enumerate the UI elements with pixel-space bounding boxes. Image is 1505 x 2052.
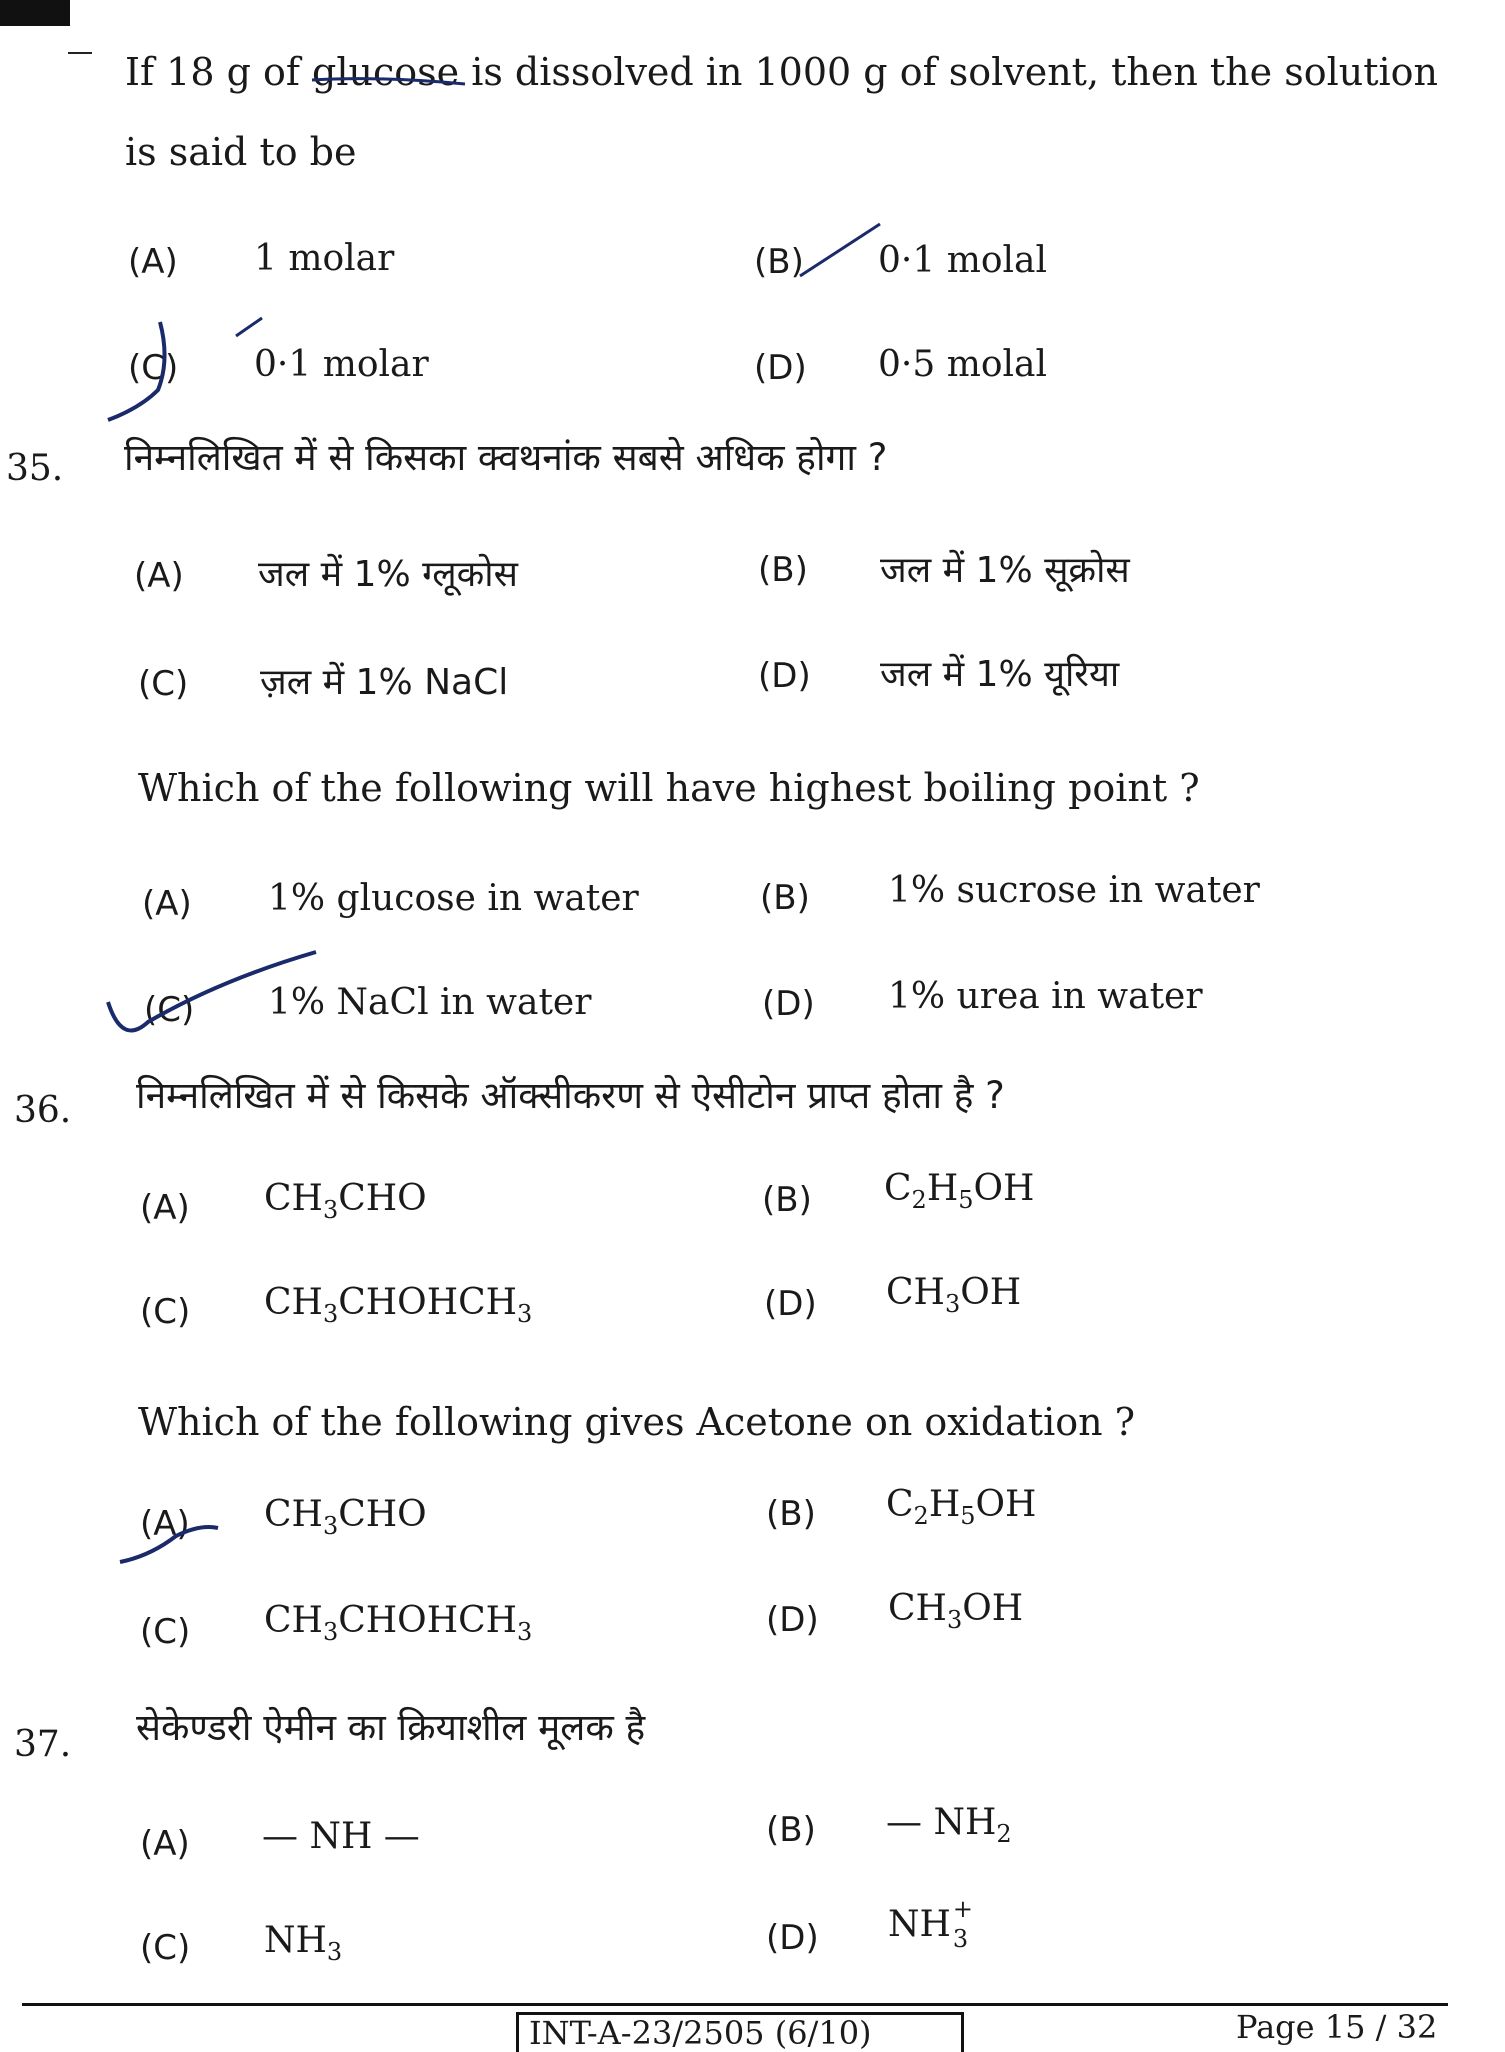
formula-part: CH — [264, 1600, 323, 1641]
page-number: Page 15 / 32 — [1236, 2008, 1438, 2046]
q37-option-c-label: (C) — [140, 1928, 191, 1968]
q34-option-b-label: (B) — [754, 242, 804, 282]
q36-hindi-option-b-text — [884, 1168, 1034, 1214]
formula-superscript: + — [952, 1895, 974, 1923]
q35-option-a-text: 1% glucose in water — [268, 878, 639, 919]
q34-option-c-label: (C) — [128, 348, 179, 388]
q34-option-d-label: (D) — [754, 348, 807, 388]
q35-option-d-label: (D) — [762, 984, 815, 1024]
q37-hindi-text: सेकेण्डरी ऐमीन का क्रियाशील मूलक है — [136, 1706, 646, 1749]
q35-hindi-option-d-text: जल में 1% यूरिया — [880, 654, 1120, 695]
q35-hindi-option-a-label: (A) — [134, 556, 184, 596]
q36-hindi-option-c-text — [264, 1282, 532, 1328]
formula-subscript: 3 — [326, 1938, 343, 1967]
formula-subscript: 3 — [322, 1618, 339, 1647]
q35-option-b-text: 1% sucrose in water — [888, 870, 1260, 911]
q35-option-a-label: (A) — [142, 884, 192, 924]
formula-part: CHOHCH — [338, 1282, 518, 1323]
corner-block — [0, 0, 70, 26]
q34-text-line1: If 18 g of glucose is dissolved in 1000 g of solvent, then the solution — [125, 50, 1438, 94]
q34-option-b-text: 0·1 molal — [878, 240, 1047, 281]
formula-subscript: 3 — [322, 1512, 339, 1541]
q35-option-c-text: 1% NaCl in water — [268, 982, 592, 1023]
q36-hindi-option-d-text — [886, 1272, 1021, 1318]
q34-option-a-label: (A) — [128, 242, 178, 282]
formula-sub-sup — [951, 1895, 974, 1953]
formula-part: NH — [888, 1904, 951, 1945]
q35-hindi-option-c-text: ज़ल में 1% NaCl — [260, 662, 509, 703]
formula-subscript: 3 — [517, 1300, 533, 1329]
formula-subscript: 3 — [944, 1290, 961, 1319]
q36-option-c-text — [264, 1600, 532, 1646]
formula-part: OH — [962, 1588, 1024, 1629]
option-b-slash-mark — [800, 224, 880, 276]
formula-subscript: 2 — [996, 1820, 1012, 1849]
q37-option-c-text — [264, 1920, 342, 1966]
margin-tick — [68, 52, 92, 54]
q35-hindi-text: निम्नलिखित में से किसका क्वथनांक सबसे अधिक होगा ? — [124, 436, 888, 479]
q36-hindi-option-c-label: (C) — [140, 1292, 191, 1332]
q34-option-d-text: 0·5 molal — [878, 344, 1047, 385]
formula-part: H — [928, 1484, 961, 1525]
formula-subscript: 3 — [322, 1196, 339, 1225]
formula-subscript: 3 — [517, 1618, 533, 1647]
q35-option-c-label: (C) — [144, 990, 195, 1030]
q35-hindi-option-c-label: (C) — [138, 664, 189, 704]
q35-hindi-option-d-label: (D) — [758, 656, 811, 696]
formula-part: CHOHCH — [338, 1600, 518, 1641]
formula-part: OH — [975, 1484, 1037, 1525]
formula-part: C — [884, 1168, 912, 1209]
q35-option-b-label: (B) — [760, 878, 810, 918]
formula-part: CH — [886, 1272, 945, 1313]
formula-subscript: 3 — [322, 1300, 339, 1329]
q35-hindi-option-b-text: जल में 1% सूक्रोस — [880, 550, 1130, 591]
formula-part: — NH — [886, 1802, 997, 1843]
formula-part: H — [926, 1168, 959, 1209]
formula-part: OH — [973, 1168, 1035, 1209]
q37-option-b-label: (B) — [766, 1810, 816, 1850]
formula-part: CH — [264, 1282, 323, 1323]
formula-part: CH — [264, 1178, 323, 1219]
q37-number: 37. — [14, 1724, 72, 1765]
q36-hindi-option-d-label: (D) — [764, 1284, 817, 1324]
q34-option-a-text: 1 molar — [254, 238, 395, 279]
q36-option-d-text — [888, 1588, 1023, 1634]
q36-option-c-label: (C) — [140, 1612, 191, 1652]
q34-text-line2: is said to be — [125, 130, 357, 174]
formula-subscript: 2 — [911, 1186, 927, 1215]
q36-hindi-text: निम्नलिखित में से किसके ऑक्सीकरण से ऐसीटोन प्राप्त होता है ? — [136, 1074, 1005, 1117]
q37-option-d-text — [888, 1895, 974, 1953]
q37-option-a-text: — NH — — [262, 1816, 420, 1857]
formula-subscript: 5 — [958, 1186, 974, 1215]
formula-subscript: 5 — [960, 1502, 976, 1531]
q36-option-a-text — [264, 1494, 427, 1540]
q35-english-text: Which of the following will have highest boiling point ? — [138, 766, 1200, 810]
formula-subscript: 3 — [946, 1606, 963, 1635]
q37-option-d-label: (D) — [766, 1918, 819, 1958]
q36-option-a-label: (A) — [140, 1504, 190, 1544]
formula-part: C — [886, 1484, 914, 1525]
q36-option-d-label: (D) — [766, 1600, 819, 1640]
formula-subscript: 2 — [913, 1502, 929, 1531]
q34-option-c-text: 0·1 molar — [254, 344, 429, 385]
footer-rule — [22, 2003, 1448, 2006]
q36-option-b-label: (B) — [766, 1494, 816, 1534]
q35-hindi-option-b-label: (B) — [758, 550, 808, 590]
stray-pen-mark — [236, 318, 262, 336]
formula-part: OH — [960, 1272, 1022, 1313]
formula-part: CHO — [338, 1178, 427, 1219]
formula-part: NH — [264, 1920, 327, 1961]
formula-subscript: 3 — [952, 1925, 969, 1953]
q35-hindi-option-a-text: जल में 1% ग्लूकोस — [258, 554, 518, 595]
q36-number: 36. — [14, 1090, 72, 1131]
q37-option-b-text — [886, 1802, 1012, 1848]
q36-hindi-option-a-label: (A) — [140, 1188, 190, 1228]
q35-number: 35. — [6, 448, 64, 489]
q36-hindi-option-a-text — [264, 1178, 427, 1224]
formula-part: CHO — [338, 1494, 427, 1535]
q36-option-b-text — [886, 1484, 1036, 1530]
formula-part: CH — [264, 1494, 323, 1535]
q37-option-a-label: (A) — [140, 1824, 190, 1864]
formula-part: CH — [888, 1588, 947, 1629]
q36-hindi-option-b-label: (B) — [762, 1180, 812, 1220]
q35-option-d-text: 1% urea in water — [888, 976, 1203, 1017]
paper-code: INT-A-23/2505 (6/10) — [516, 2012, 964, 2052]
q36-english-text: Which of the following gives Acetone on oxidation ? — [138, 1400, 1136, 1444]
